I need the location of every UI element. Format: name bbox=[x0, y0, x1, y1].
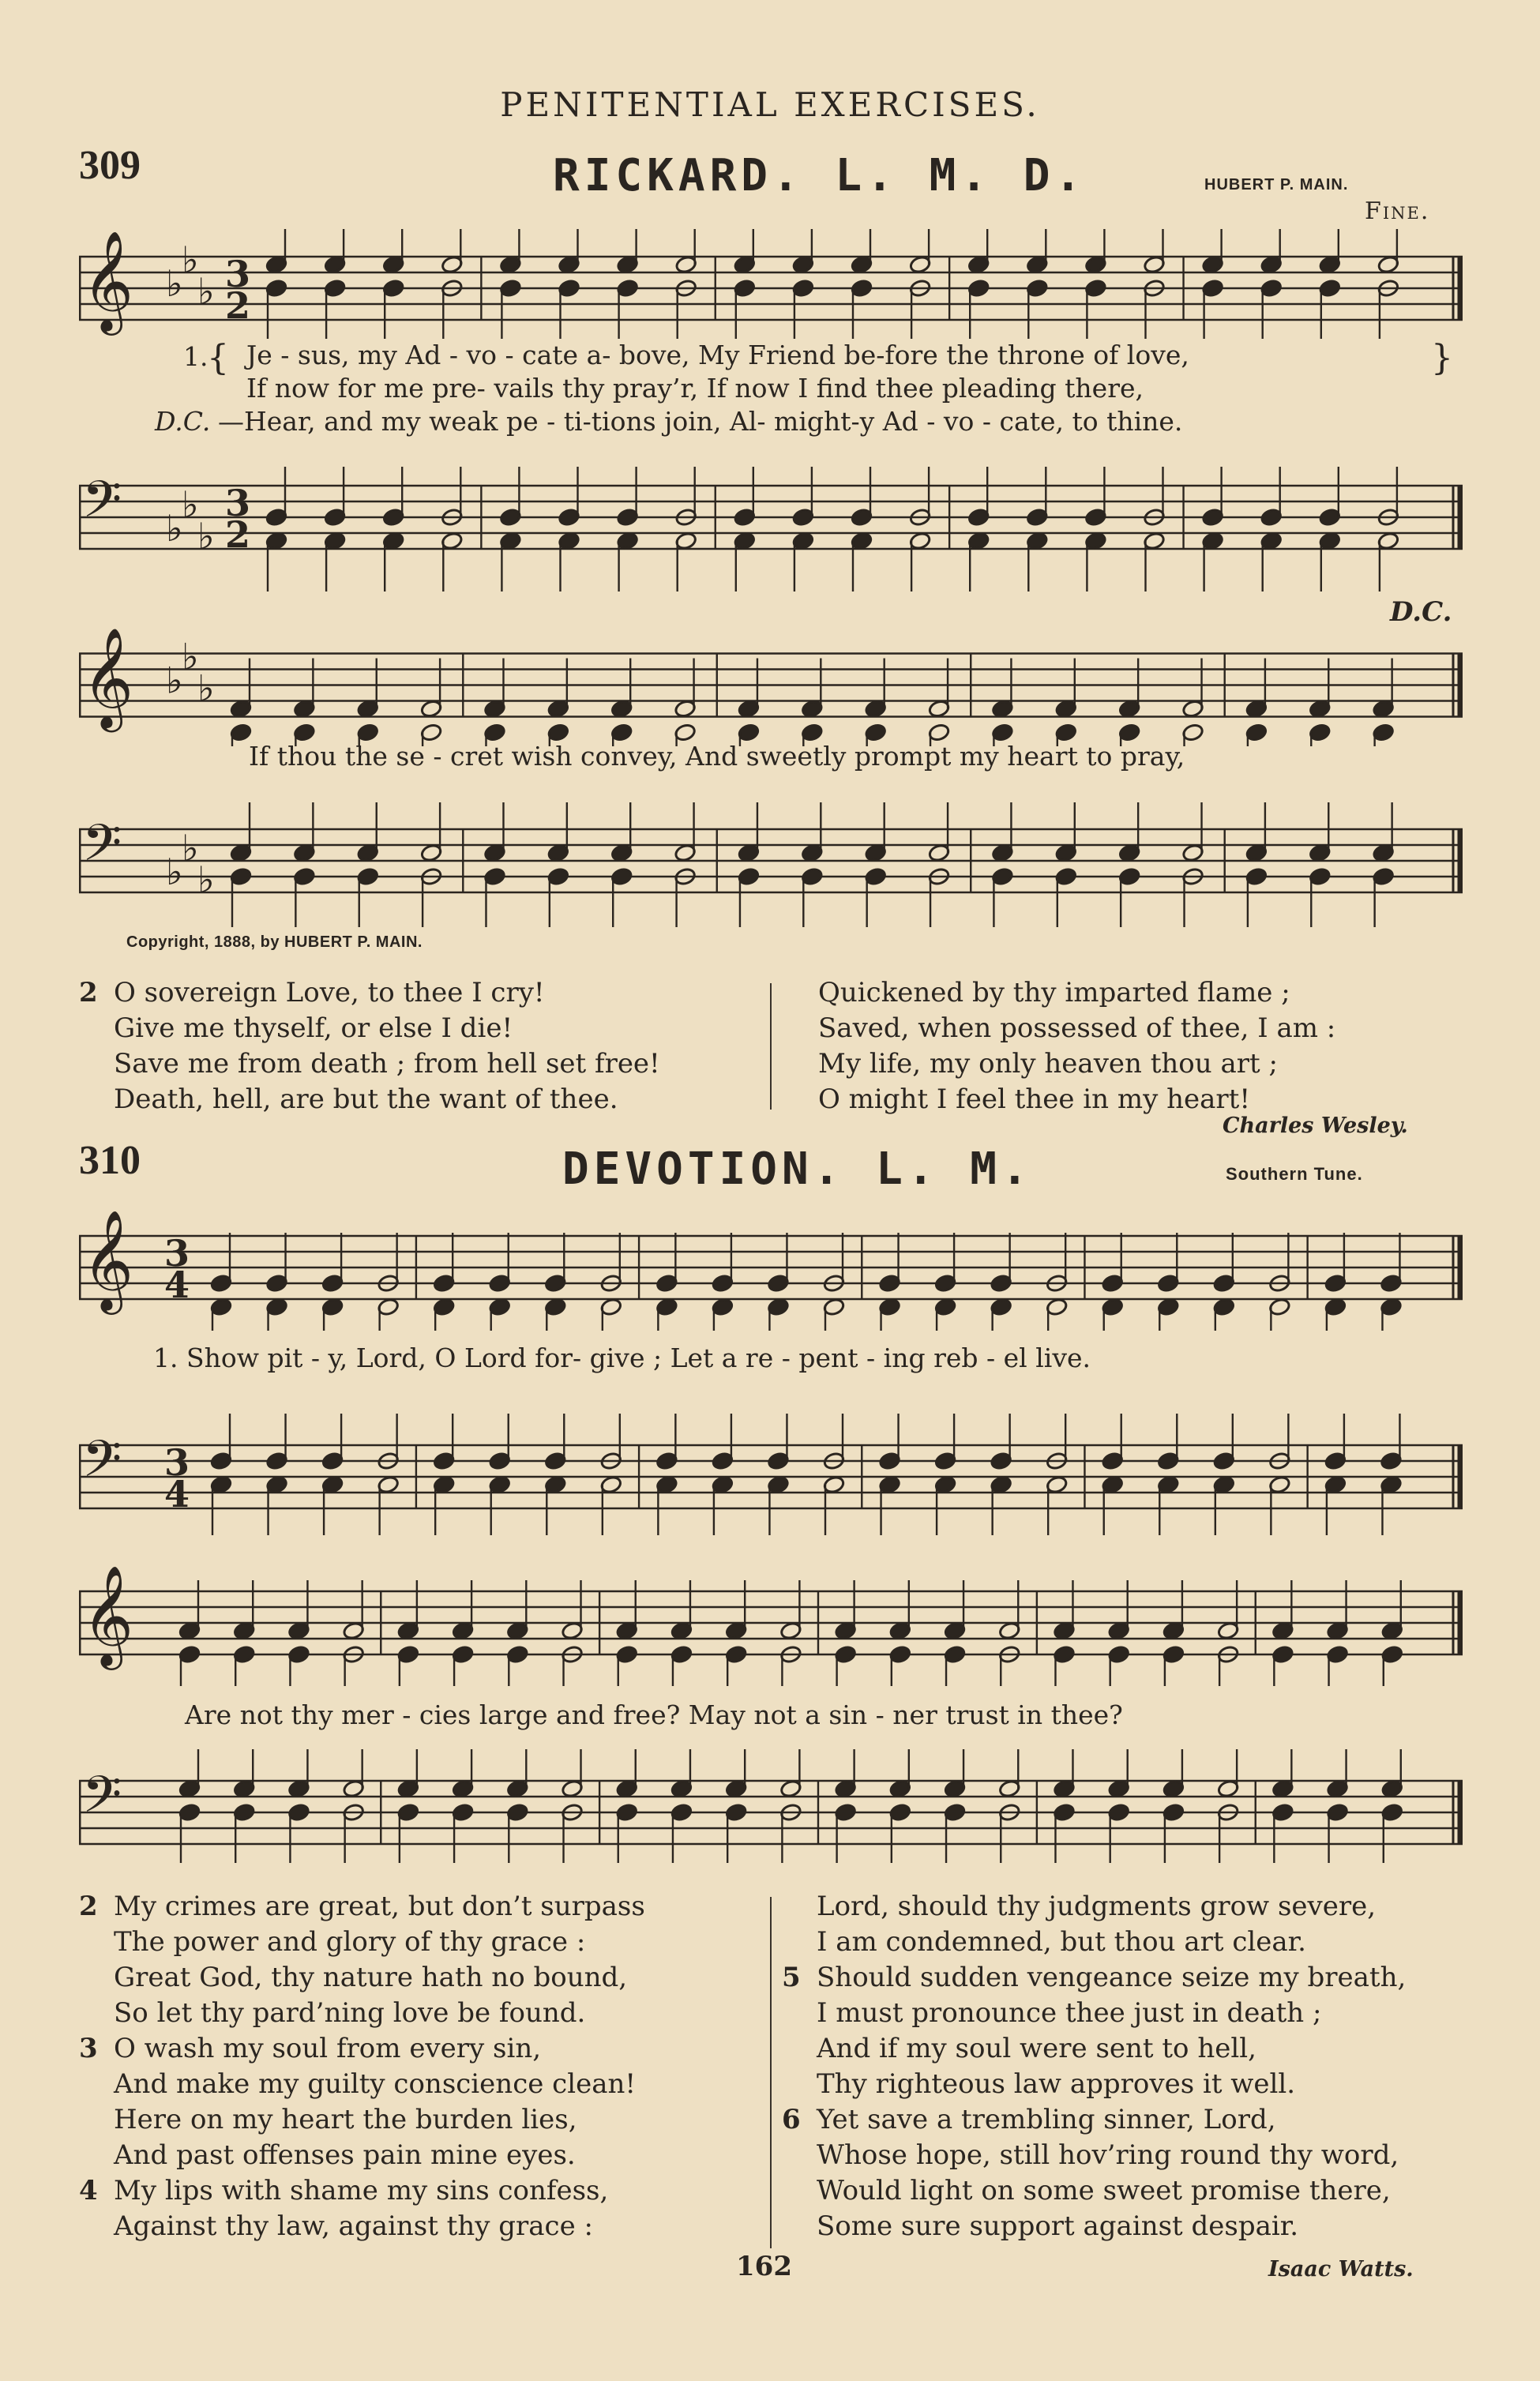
svg-text:♭: ♭ bbox=[166, 262, 183, 305]
svg-text:♭: ♭ bbox=[197, 270, 215, 313]
hymn-309-system2-treble bbox=[79, 624, 1463, 746]
stanza-line: O wash my soul from every sin, bbox=[114, 2033, 542, 2064]
svg-text:♭: ♭ bbox=[197, 667, 215, 710]
svg-text:3: 3 bbox=[225, 482, 251, 524]
hymn-310-system2-bass bbox=[79, 1749, 1463, 1876]
stanza-line: Lord, should thy judgments grow severe, bbox=[817, 1891, 1377, 1922]
svg-text:♭: ♭ bbox=[166, 851, 183, 893]
stanza-line: O might I feel thee in my heart! bbox=[818, 1083, 1250, 1115]
stanza-line: And if my soul were sent to hell, bbox=[817, 2033, 1256, 2064]
hymn-309-system2-bass bbox=[79, 782, 1463, 940]
column-divider bbox=[770, 983, 772, 1110]
stanza-number: 2 bbox=[79, 977, 98, 1008]
stanza-line: Great God, thy nature hath no bound, bbox=[114, 1962, 628, 1993]
stanza-number: 6 bbox=[782, 2104, 801, 2135]
stanza-line: I must pronounce thee just in death ; bbox=[817, 1997, 1322, 2029]
lyric-310-row2: Are not thy mer - cies large and free? May not a sin - ner trust in thee? bbox=[185, 1699, 1123, 1730]
stanza-number: 2 bbox=[79, 1891, 98, 1922]
stanza-line: Would light on some sweet promise there, bbox=[817, 2175, 1391, 2206]
stanza-number: 4 bbox=[79, 2175, 98, 2206]
stanza-line: Here on my heart the burden lies, bbox=[114, 2104, 577, 2135]
lyric-309-dc: —Hear, and my weak pe - ti-tions join, Al- might-y Ad - vo - cate, to thine. bbox=[218, 406, 1183, 437]
stanza-line: Saved, when possessed of thee, I am : bbox=[818, 1012, 1336, 1044]
hymn-310-system1-treble bbox=[79, 1204, 1463, 1331]
svg-text:𝄢: 𝄢 bbox=[82, 1430, 122, 1501]
svg-text:4: 4 bbox=[164, 1264, 190, 1306]
svg-text:3: 3 bbox=[164, 1441, 190, 1484]
hymn-309-system1-treble bbox=[79, 229, 1463, 347]
lyric-309-verse1: Je - sus, my Ad - vo - cate a- bove, My Friend be-fore the throne of love, bbox=[246, 340, 1189, 370]
hymn-310-system2-treble bbox=[79, 1560, 1463, 1686]
svg-text:♭: ♭ bbox=[182, 483, 199, 526]
stanza-line: My life, my only heaven thou art ; bbox=[818, 1048, 1278, 1080]
stanza-line: Some sure support against despair. bbox=[817, 2210, 1299, 2242]
stanza-line: So let thy pard’ning love be found. bbox=[114, 1997, 586, 2029]
svg-text:𝄞: 𝄞 bbox=[82, 1209, 134, 1310]
svg-text:4: 4 bbox=[164, 1473, 190, 1515]
lyric-310-row1: 1. Show pit - y, Lord, O Lord for- give ; Let a re - pent - ing reb - el live. bbox=[153, 1343, 1091, 1373]
hymn-310-stanzas-left bbox=[79, 1889, 645, 2244]
stanza-line: My lips with shame my sins confess, bbox=[114, 2175, 609, 2206]
svg-text:♭: ♭ bbox=[197, 515, 215, 558]
lyric-309-verse2: If now for me pre- vails thy pray’r, If now I find thee pleading there, bbox=[246, 373, 1144, 404]
hymn-310-system1-bass bbox=[79, 1414, 1463, 1540]
stanza-line: I am condemned, but thou art clear. bbox=[817, 1926, 1306, 1958]
stanza-line: Thy righteous law approves it well. bbox=[817, 2068, 1296, 2100]
hymn-309-system1-bass bbox=[79, 438, 1463, 596]
svg-text:𝄞: 𝄞 bbox=[82, 1564, 134, 1666]
stanza-line: Against thy law, against thy grace : bbox=[114, 2210, 593, 2242]
stanza-line: Save me from death ; from hell set free! bbox=[114, 1048, 660, 1080]
stanza-line: Death, hell, are but the want of thee. bbox=[114, 1083, 618, 1115]
hymn-309-author: Charles Wesley. bbox=[1223, 1114, 1408, 1138]
fine-marker: Fine. bbox=[1365, 197, 1430, 225]
lyric-309-verse1-num: 1. bbox=[183, 341, 208, 372]
column-divider bbox=[770, 1897, 772, 2248]
lyric-309-dc-label: D.C. bbox=[155, 406, 211, 437]
hymn-310-source: Southern Tune. bbox=[1226, 1164, 1363, 1184]
stanza-line: Yet save a trembling sinner, Lord, bbox=[817, 2104, 1276, 2135]
copyright: Copyright, 1888, by HUBERT P. MAIN. bbox=[126, 933, 423, 951]
svg-text:3: 3 bbox=[164, 1232, 190, 1275]
hymn-310-number: 310 bbox=[79, 1138, 141, 1183]
stanza-number: 3 bbox=[79, 2033, 98, 2064]
hymn-309-stanza-2-left bbox=[79, 975, 660, 1117]
svg-text:♭: ♭ bbox=[182, 238, 199, 281]
brace-right: } bbox=[1431, 338, 1453, 378]
svg-text:𝄢: 𝄢 bbox=[82, 471, 122, 542]
stanza-line: And make my guilty conscience clean! bbox=[114, 2068, 637, 2100]
brace-left: { bbox=[207, 338, 229, 378]
svg-text:𝄞: 𝄞 bbox=[82, 626, 134, 728]
svg-text:♭: ♭ bbox=[166, 659, 183, 702]
svg-text:♭: ♭ bbox=[197, 858, 215, 901]
stanza-line: O sovereign Love, to thee I cry! bbox=[114, 977, 545, 1008]
stanza-line: Quickened by thy imparted flame ; bbox=[818, 977, 1290, 1008]
stanza-line: My crimes are great, but don’t surpass bbox=[114, 1891, 645, 1922]
hymn-310-tune: DEVOTION. L. M. bbox=[562, 1144, 1033, 1195]
stanza-line: Whose hope, still hov’ring round thy word, bbox=[817, 2139, 1399, 2171]
page-number: 162 bbox=[736, 2251, 792, 2282]
hymn-309-composer: HUBERT P. MAIN. bbox=[1204, 176, 1349, 193]
stanza-line: The power and glory of thy grace : bbox=[114, 1926, 586, 1958]
hymn-309-number: 309 bbox=[79, 143, 141, 188]
hymn-309-tune: RICKARD. L. M. D. bbox=[553, 150, 1087, 201]
stanza-line: And past offenses pain mine eyes. bbox=[114, 2139, 576, 2171]
svg-text:3: 3 bbox=[225, 253, 251, 295]
svg-text:♭: ♭ bbox=[182, 635, 199, 678]
stanza-line: Should sudden vengeance seize my breath, bbox=[817, 1962, 1407, 1993]
hymn-309-stanza-2-right bbox=[818, 975, 1335, 1117]
svg-text:𝄢: 𝄢 bbox=[82, 1766, 122, 1837]
svg-text:♭: ♭ bbox=[182, 827, 199, 869]
running-head: PENITENTIAL EXERCISES. bbox=[500, 85, 1040, 124]
svg-text:2: 2 bbox=[225, 284, 251, 327]
hymn-310-author: Isaac Watts. bbox=[1268, 2257, 1414, 2281]
lyric-309-row2: If thou the se - cret wish convey, And sweetly prompt my heart to pray, bbox=[249, 741, 1185, 772]
svg-text:𝄞: 𝄞 bbox=[82, 230, 134, 331]
svg-text:𝄢: 𝄢 bbox=[82, 814, 122, 885]
stanza-line: Give me thyself, or else I die! bbox=[114, 1012, 513, 1044]
svg-text:♭: ♭ bbox=[166, 507, 183, 550]
hymn-310-stanzas-right bbox=[782, 1889, 1406, 2244]
dc-marker: D.C. bbox=[1390, 596, 1452, 628]
svg-text:2: 2 bbox=[225, 513, 251, 556]
stanza-number: 5 bbox=[782, 1962, 801, 1993]
